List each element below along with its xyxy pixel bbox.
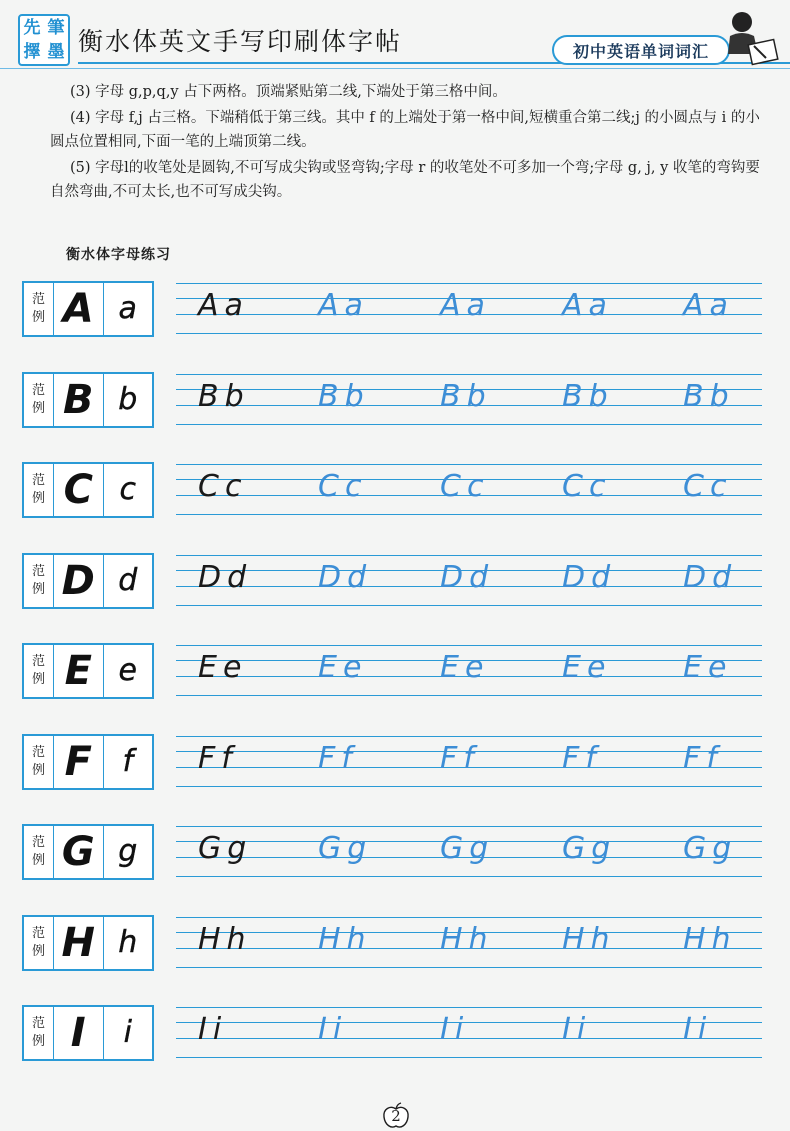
publisher-logo	[18, 14, 70, 66]
trace-letter-pair: Ee	[440, 650, 490, 685]
model-label	[24, 645, 54, 697]
model-label	[24, 1007, 54, 1059]
guide-line	[176, 374, 762, 375]
sample-letter-pair: Hh	[198, 921, 252, 957]
practice-row	[0, 734, 790, 790]
practice-row	[0, 553, 790, 609]
model-uppercase-cell	[54, 464, 103, 516]
model-label-char: 范	[31, 925, 45, 941]
model-label-char: 例	[31, 400, 45, 416]
model-lowercase-glyph: e	[118, 653, 137, 688]
practice-row	[0, 372, 790, 428]
model-uppercase-glyph: A	[62, 286, 94, 332]
model-box	[22, 462, 154, 518]
trace-letter-pair: Ee	[562, 650, 612, 685]
model-lowercase-cell	[103, 555, 153, 607]
practice-row	[0, 824, 790, 880]
model-label-char: 例	[31, 310, 45, 325]
model-label-char: 范	[31, 473, 45, 488]
trace-letter-pair: Ii	[440, 1012, 470, 1047]
model-box	[22, 824, 154, 880]
sample-letter-pair: Dd	[198, 559, 253, 595]
model-uppercase-cell	[54, 374, 103, 426]
book-title: 衡水体英文手写印刷体字帖	[78, 27, 403, 56]
trace-letter-pair: Hh	[562, 921, 616, 957]
model-uppercase-glyph: E	[64, 648, 92, 694]
trace-letter-pair: Bb	[683, 378, 735, 414]
logo-char: 筆	[47, 17, 65, 38]
model-label	[24, 555, 54, 607]
trace-letter-pair: Cc	[440, 469, 490, 504]
trace-letter-pair: Gg	[440, 831, 495, 866]
logo-char: 先	[23, 17, 41, 38]
model-uppercase-glyph: B	[63, 376, 94, 423]
guide-line	[176, 514, 762, 515]
trace-letter-pair: Gg	[562, 831, 617, 866]
sample-letter-pair: Ii	[198, 1012, 228, 1047]
sample-letter-pair: Aa	[198, 288, 249, 323]
trace-letter-pair: Hh	[440, 921, 494, 957]
trace-letter-pair: Dd	[683, 559, 738, 595]
trace-letter-pair: Aa	[562, 288, 613, 323]
trace-letter-pair: Ff	[683, 740, 723, 776]
model-label	[24, 283, 54, 335]
guide-line	[176, 333, 762, 334]
rule-paragraph: (3) 字母 g,p,q,y 占下两格。顶端紧贴第二线,下端处于第三格中间。	[70, 84, 507, 100]
trace-letter-pair: Ff	[562, 740, 602, 776]
logo-char: 擇	[23, 41, 41, 62]
model-label-char: 例	[31, 491, 45, 506]
model-lowercase-glyph: a	[118, 291, 137, 326]
model-lowercase-cell	[103, 374, 153, 426]
model-label-char: 范	[31, 292, 45, 307]
trace-letter-pair: Ee	[318, 650, 368, 685]
trace-letter-pair: Bb	[440, 378, 492, 414]
trace-letter-pair: Aa	[683, 288, 734, 323]
model-uppercase-glyph: D	[61, 557, 95, 604]
practice-row	[0, 462, 790, 518]
model-lowercase-cell	[103, 736, 153, 788]
trace-letter-pair: Ff	[440, 740, 480, 776]
model-uppercase-cell	[54, 917, 103, 969]
model-lowercase-cell	[103, 917, 153, 969]
trace-letter-pair: Aa	[440, 288, 491, 323]
model-uppercase-glyph: G	[61, 829, 95, 875]
model-label	[24, 374, 54, 426]
model-uppercase-cell	[54, 645, 103, 697]
model-label-char: 例	[31, 1034, 45, 1049]
trace-letter-pair: Bb	[318, 378, 370, 414]
model-label-char: 范	[31, 1016, 45, 1031]
model-label-char: 例	[31, 672, 45, 687]
model-box	[22, 734, 154, 790]
model-label	[24, 464, 54, 516]
model-box	[22, 281, 154, 337]
header-rule-thin	[0, 68, 790, 69]
sample-letter-pair: Cc	[198, 469, 248, 504]
page-number-text: 2	[391, 1107, 401, 1125]
page-number	[380, 1102, 412, 1128]
model-label-char: 例	[31, 943, 45, 959]
model-lowercase-glyph: i	[123, 1015, 132, 1050]
sample-letter-pair: Ee	[198, 650, 248, 685]
guide-line	[176, 645, 762, 646]
model-uppercase-cell	[54, 555, 103, 607]
model-label-char: 例	[31, 853, 45, 868]
guide-line	[176, 424, 762, 425]
model-uppercase-cell	[54, 826, 103, 878]
trace-letter-pair: Ii	[318, 1012, 348, 1047]
practice-row	[0, 915, 790, 971]
guide-line	[176, 605, 762, 606]
model-label-char: 例	[31, 762, 45, 778]
guide-line	[176, 464, 762, 465]
model-lowercase-glyph: d	[118, 562, 138, 598]
model-label-char: 例	[31, 581, 45, 597]
model-lowercase-glyph: g	[118, 834, 138, 869]
model-uppercase-glyph: I	[70, 1010, 86, 1056]
model-uppercase-glyph: C	[63, 467, 93, 513]
model-lowercase-cell	[103, 283, 153, 335]
guide-line	[176, 695, 762, 696]
model-uppercase-cell	[54, 1007, 103, 1059]
trace-letter-pair: Hh	[318, 921, 372, 957]
guide-line	[176, 876, 762, 877]
model-label	[24, 826, 54, 878]
trace-letter-pair: Hh	[683, 921, 737, 957]
model-uppercase-cell	[54, 736, 103, 788]
guide-line	[176, 917, 762, 918]
model-box	[22, 1005, 154, 1061]
trace-letter-pair: Dd	[562, 559, 617, 595]
model-box	[22, 372, 154, 428]
trace-letter-pair: Gg	[683, 831, 738, 866]
model-label-char: 范	[31, 382, 45, 398]
model-label-char: 范	[31, 563, 45, 579]
trace-letter-pair: Dd	[318, 559, 373, 595]
page-header	[0, 0, 790, 74]
sample-letter-pair: Gg	[198, 831, 253, 866]
guide-line	[176, 555, 762, 556]
model-box	[22, 915, 154, 971]
trace-letter-pair: Cc	[683, 469, 733, 504]
model-lowercase-cell	[103, 1007, 153, 1059]
series-badge: 初中英语单词词汇	[552, 35, 730, 65]
model-label	[24, 736, 54, 788]
model-label	[24, 917, 54, 969]
practice-row	[0, 643, 790, 699]
model-label-char: 范	[31, 835, 45, 850]
guide-line	[176, 1057, 762, 1058]
model-lowercase-glyph: f	[122, 743, 134, 779]
practice-row	[0, 1005, 790, 1061]
trace-letter-pair: Ee	[683, 650, 733, 685]
trace-letter-pair: Bb	[562, 378, 614, 414]
student-writing-icon	[720, 6, 782, 68]
logo-char: 墨	[47, 41, 65, 62]
model-lowercase-cell	[103, 826, 153, 878]
rule-paragraph: (4) 字母 f,j 占三格。下端稍低于第三线。其中 f 的上端处于第一格中间,短横重合第二线;j 的小圆点与 i 的小圆点位置相同,下面一笔的上端顶第二线。	[50, 110, 760, 150]
sample-letter-pair: Ff	[198, 740, 238, 776]
model-lowercase-cell	[103, 645, 153, 697]
rule-paragraph: (5) 字母l的收笔处是圆钩,不可写成尖钩或竖弯钩;字母 r 的收笔处不可多加一个弯;字母 g, j, y 收笔的弯钩要自然弯曲,不可太长,也不可写成尖钩。	[50, 160, 760, 200]
model-lowercase-glyph: h	[118, 924, 138, 960]
model-uppercase-glyph: F	[64, 738, 92, 785]
guide-line	[176, 967, 762, 968]
trace-letter-pair: Ii	[562, 1012, 592, 1047]
sample-letter-pair: Bb	[198, 378, 250, 414]
guide-line	[176, 826, 762, 827]
model-box	[22, 553, 154, 609]
trace-letter-pair: Ii	[683, 1012, 713, 1047]
writing-rules	[50, 80, 760, 206]
trace-letter-pair: Cc	[562, 469, 612, 504]
trace-letter-pair: Gg	[318, 831, 373, 866]
model-lowercase-glyph: c	[119, 472, 136, 507]
section-title: 衡水体字母练习	[66, 247, 171, 263]
trace-letter-pair: Aa	[318, 288, 369, 323]
model-uppercase-cell	[54, 283, 103, 335]
practice-row	[0, 281, 790, 337]
guide-line	[176, 283, 762, 284]
guide-line	[176, 1007, 762, 1008]
trace-letter-pair: Cc	[318, 469, 368, 504]
model-lowercase-glyph: b	[118, 381, 138, 417]
guide-line	[176, 736, 762, 737]
model-uppercase-glyph: H	[61, 919, 95, 966]
model-lowercase-cell	[103, 464, 153, 516]
model-label-char: 范	[31, 744, 45, 760]
trace-letter-pair: Dd	[440, 559, 495, 595]
model-label-char: 范	[31, 654, 45, 669]
model-box	[22, 643, 154, 699]
trace-letter-pair: Ff	[318, 740, 358, 776]
guide-line	[176, 786, 762, 787]
